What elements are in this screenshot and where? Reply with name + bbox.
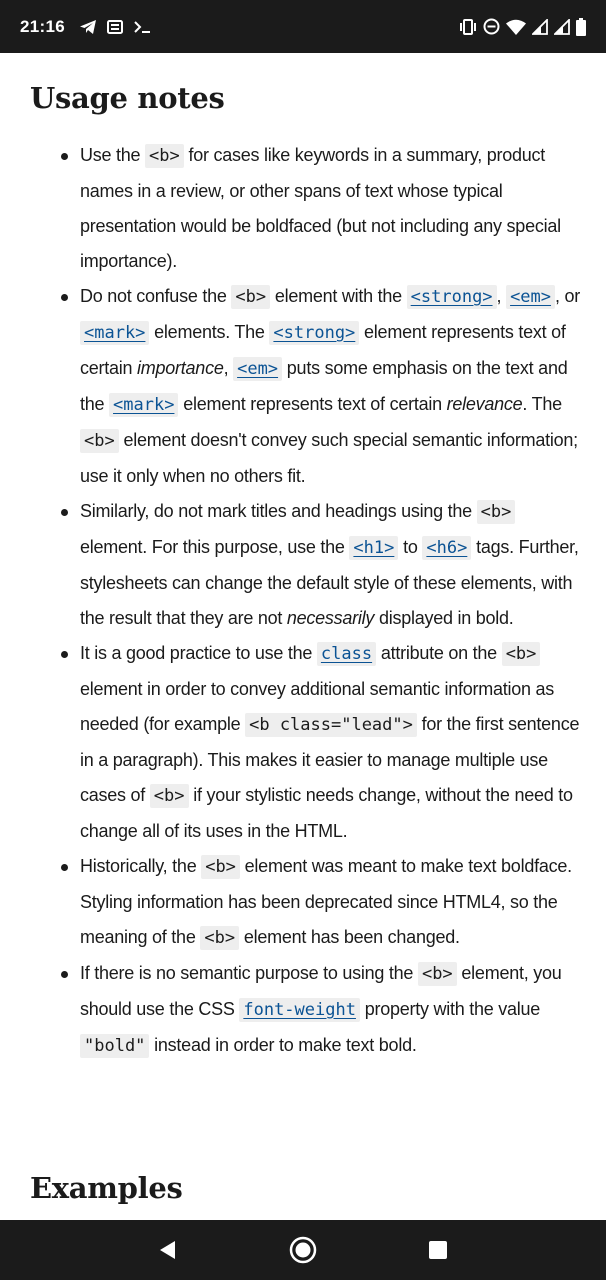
list-item: Do not confuse the <b> element with the <strong> , <em> , or <mark> elements. The <strong> element represents text of certain importance, <em> puts some emphasis on the text and the <mark> element represents text of certain relevance. The <b> element doesn't convey such special semantic information; use it only when no others fit. [0, 279, 606, 494]
status-system-icons [459, 18, 586, 36]
list-item: Historically, the <b> element was meant to make text boldface. Styling information has been deprecated since HTML4, so the meaning of the <b> element has been changed. [0, 849, 606, 956]
inline-code: <b> [231, 285, 270, 309]
examples-heading: Examples [30, 1171, 183, 1205]
mark-element-link[interactable]: <mark> [80, 322, 149, 342]
battery-icon [576, 18, 586, 36]
usage-notes-heading: Usage notes [30, 81, 225, 115]
inline-code: <b> [200, 926, 239, 950]
recents-icon[interactable] [408, 1220, 468, 1280]
inline-code: <b> [502, 642, 541, 666]
h1-element-link[interactable]: <h1> [349, 537, 398, 557]
list-item: Use the <b> for cases like keywords in a summary, product names in a review, or other spans of text whose typical presentation would be boldfaced (but not including any special importance). [0, 138, 606, 279]
wifi-icon [506, 19, 526, 35]
strong-element-link[interactable]: <strong> [407, 286, 497, 306]
notification-icon [107, 19, 123, 35]
status-bar [0, 0, 606, 53]
inline-code: <b class="lead"> [245, 713, 417, 737]
list-item: If there is no semantic purpose to using the <b> element, you should use the CSS font-weight property with the value "bold" instead in order to make text bold. [0, 956, 606, 1064]
list-item: It is a good practice to use the class attribute on the <b> element in order to convey additional semantic information as needed (for example <b class="lead"> for the first sentence in a paragraph). This makes it easier to manage multiple use cases of <b> if your stylistic needs change, without the need to change all of its uses in the HTML. [0, 636, 606, 849]
inline-code: <b> [418, 962, 457, 986]
inline-code: "bold" [80, 1034, 149, 1058]
navigation-bar [0, 1220, 606, 1280]
signal-icon [554, 19, 570, 35]
inline-code: <b> [477, 500, 516, 524]
em-element-link[interactable]: <em> [233, 358, 282, 378]
telegram-icon [79, 19, 97, 35]
class-attribute-link[interactable]: class [317, 643, 376, 663]
h6-element-link[interactable]: <h6> [422, 537, 471, 557]
back-icon[interactable] [138, 1220, 198, 1280]
inline-code: <b> [150, 784, 189, 808]
status-notification-icons [79, 19, 151, 35]
inline-code: <b> [145, 144, 184, 168]
em-element-link[interactable]: <em> [506, 286, 555, 306]
font-weight-link[interactable]: font-weight [239, 999, 360, 1019]
signal-icon [532, 19, 548, 35]
status-time: 21:16 [20, 16, 65, 36]
do-not-disturb-icon [483, 18, 500, 35]
inline-code: <b> [80, 429, 119, 453]
inline-code: <b> [201, 855, 240, 879]
article-content[interactable] [0, 53, 606, 1220]
vibrate-icon [459, 19, 477, 35]
usage-notes-list [0, 138, 606, 1064]
list-item: Similarly, do not mark titles and headings using the <b> element. For this purpose, use the <h1> to <h6> tags. Further, stylesheets can change the default style of these elements, with the result that they are not necessarily displayed in bold. [0, 494, 606, 636]
strong-element-link[interactable]: <strong> [269, 322, 359, 342]
terminal-icon [133, 19, 151, 35]
home-icon[interactable] [273, 1220, 333, 1280]
mark-element-link[interactable]: <mark> [109, 394, 178, 414]
